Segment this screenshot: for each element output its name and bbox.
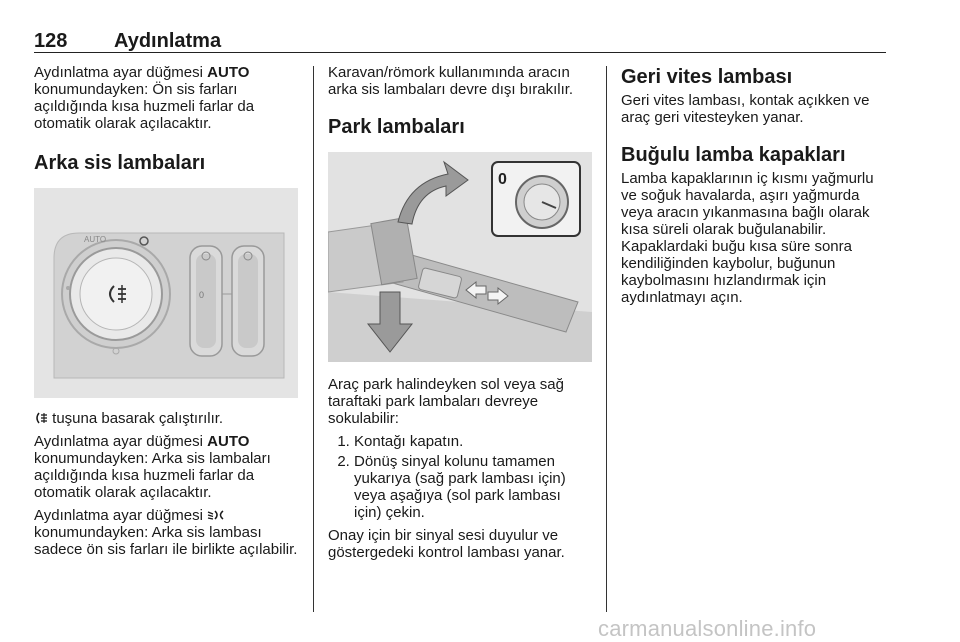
- column-divider-2: [606, 66, 607, 612]
- light-switch-illustration: [34, 188, 298, 398]
- watermark: carmanualsonline.info: [598, 616, 817, 641]
- col1-paragraph-3: Aydınlatma ayar düğmesi AUTO konumundayken: Arka sis lambaları açıldığında kısa huzmeli farlar da otomatik olarak açılacaktır.: [34, 433, 271, 501]
- turn-signal-illustration: [328, 152, 592, 362]
- col1-paragraph-2: tuşuna basarak çalıştırılır.: [34, 410, 300, 427]
- column-divider-1: [313, 66, 314, 612]
- col1-paragraph-1: Aydınlatma ayar düğmesi AUTO konumundayken: Ön sis farları açıldığında kısa huzmeli farlar da otomatik olarak açılacaktır.: [34, 64, 255, 132]
- zero-mark: 0: [498, 171, 507, 188]
- rear-fog-symbol-icon: [34, 411, 48, 425]
- turn-signal-stalk-figure: [328, 152, 592, 362]
- column-1: [34, 64, 300, 564]
- auto-label: AUTO: [207, 433, 250, 450]
- section-heading-parking-lamps: Park lambaları: [328, 116, 465, 138]
- light-switch-figure: [34, 188, 298, 398]
- col3-paragraph-1: Geri vites lambası, kontak açıkken ve araç geri vitesteyken yanar.: [621, 92, 870, 126]
- page-header: [34, 30, 886, 54]
- col2-paragraph-3: Onay için bir sinyal sesi duyulur ve göstergedeki kontrol lambası yanar.: [328, 527, 565, 561]
- col2-paragraph-1: Karavan/römork kullanımında aracın arka sis lambaları devre dışı bırakılır.: [328, 64, 574, 98]
- zero-mark: 0: [199, 290, 205, 300]
- header-rule: [34, 52, 886, 53]
- section-heading-reversing-lamps: Geri vites lambası: [621, 66, 793, 88]
- dipped-beam-symbol-icon: [207, 509, 225, 521]
- auto-mark: AUTO: [84, 235, 107, 244]
- col2-paragraph-2: Araç park halindeyken sol veya sağ taraftaki park lambaları devreye sokulabilir:: [328, 376, 564, 427]
- page-number: 128: [34, 30, 68, 52]
- auto-label: AUTO: [207, 64, 250, 81]
- section-heading-rear-fog: Arka sis lambaları: [34, 152, 206, 174]
- list-item: 2. Dönüş sinyal kolunu tamamen yukarıya (sağ park lambası için) veya aşağıya (sol park lambası için) çekin.: [354, 453, 592, 521]
- col3-paragraph-2: Lamba kapaklarının iç kısmı yağmurlu ve soğuk havalarda, aşırı yağmurda veya aracın yıkanmasına bağlı olarak kısa süreli olarak buğulanabilir. Kapaklardaki buğu kısa süre sonra kendiliğinden kaybolur, buğunun kaybolmasını hızlandırmak için aydınlatmayı açın.: [621, 170, 874, 306]
- column-3: [621, 64, 887, 312]
- page-title: Aydınlatma: [114, 30, 222, 52]
- list-item: 1. Kontağı kapatın.: [354, 433, 592, 450]
- steps-list: [328, 433, 592, 521]
- column-2: [328, 64, 592, 567]
- section-heading-misted-covers: Buğulu lamba kapakları: [621, 144, 846, 166]
- col1-paragraph-4: Aydınlatma ayar düğmesi konumundayken: Arka sis lambası sadece ön sis farları ile birlikte açılabilir.: [34, 507, 298, 558]
